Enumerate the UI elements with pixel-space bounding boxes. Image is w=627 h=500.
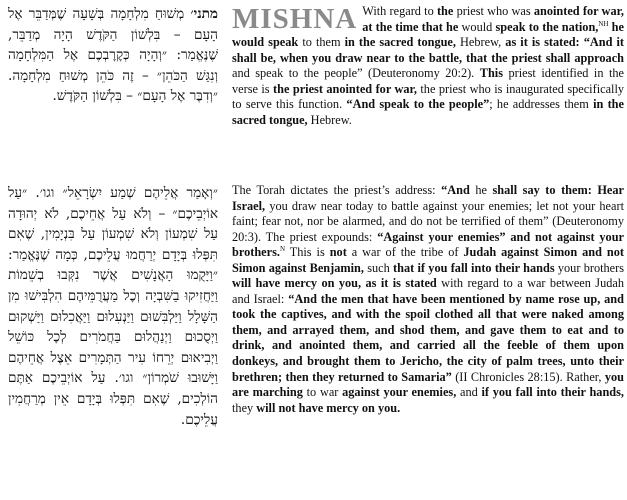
text-segment: a war of the tribe of: [346, 245, 464, 260]
bold-text-segment: in the sacred tongue,: [232, 97, 624, 127]
bold-text-segment: will have mercy on you, as it is stated: [232, 276, 437, 291]
text-segment: Hebrew,: [455, 35, 506, 50]
text-segment: with regard to a war between Judah and Israel:: [232, 276, 624, 306]
bold-text-segment: against your enemies,: [342, 385, 457, 400]
bold-text-segment: “And: [441, 183, 470, 197]
hebrew-mishna-body: מְשׁוּחַ מִלְחָמָה בְּשָׁעָה שֶׁמְּדַבֵּר אֶל הָעָם – בִּלְשׁוֹן הַקֹּדֶשׁ הָיָה מְדַבֵּר, שֶׁנֶּאֱמַר: ״וְהָיָה כְּקׇרׇבְכֶם אֶל הַמִּלְחָמָה וְנִגַּשׁ הַכֹּהֵן״ – זֶה כֹּהֵן מְשׁוּחַ מִלְחָמָה. ״וְדִבֶּר אֶל הָעָם״ – בִּלְשׁוֹן הַקֹּדֶשׁ.: [8, 6, 218, 105]
bold-text-segment: Judah against Simon and not Simon against Benjamin,: [232, 245, 624, 275]
text-segment: ; he addresses them: [489, 97, 594, 112]
bold-text-segment: the: [436, 4, 454, 18]
text-segment: priest who was: [453, 4, 534, 18]
text-segment: (II Chronicles 28:15). Rather,: [451, 369, 605, 384]
bold-text-segment: speak to the nation,: [495, 19, 599, 34]
english-bottom-body: [232, 183, 624, 415]
text-segment: you draw near today to battle against your enemies; let not your heart faint; fear not, nor be alarmed, and do not be terrified of them” (Deuteronomy 20:3). The priest expounds:: [232, 198, 624, 244]
bold-text-segment: shall say to them: Hear Israel,: [232, 183, 624, 213]
bold-text-segment: as it is stated: “And it shall be, when you draw near to the battle, that the priest shall approach: [232, 35, 624, 65]
hebrew-gemara-text: [8, 183, 218, 430]
text-segment: Hebrew.: [307, 112, 352, 127]
note-marker: NH: [598, 19, 609, 28]
mishna-heading: MISHNA: [232, 3, 358, 35]
text-segment: to war: [302, 385, 343, 400]
note-marker: N: [279, 245, 285, 254]
text-segment: priest identified in the verse is: [232, 66, 625, 96]
english-mishna-translation: [232, 4, 624, 128]
bold-text-segment: the priest anointed for war,: [273, 81, 417, 96]
text-segment: they: [232, 400, 257, 415]
bold-text-segment: that if you fall into their hands: [393, 260, 555, 275]
bold-text-segment: if you fall into their hands,: [481, 385, 624, 400]
hebrew-mishna-text: [8, 4, 218, 107]
text-segment: the priest who is inaugurated specifically to serve this function.: [232, 81, 625, 112]
bold-text-segment: he would speak: [232, 19, 624, 50]
bold-text-segment: not: [329, 245, 347, 260]
bold-text-segment: will not have mercy on you.: [256, 400, 401, 415]
bold-text-segment: “And the men that have been mentioned by name rose up, and took the captives, and with the spoil clothed all that were naked among them, and arrayed them, and shod them, and gave them to eat and to drink, and anointed them, and carried all the feeble of them upon donkeys, and brought them to Jericho, the city of palm trees, unto their brethren; then they returned to Samaria”: [232, 291, 624, 384]
bold-text-segment: anointed for war, at the time that he: [362, 4, 624, 34]
bold-text-segment: “And speak to the people”: [346, 97, 490, 112]
text-segment: to them: [298, 35, 345, 50]
english-commentary-translation: [232, 183, 624, 416]
text-segment: and speak to the people” (Deuteronomy 20:2).: [232, 66, 480, 81]
text-segment: he: [469, 183, 493, 197]
text-segment: The Torah dictates the priest’s address:: [232, 183, 442, 197]
bold-text-segment: “Against your enemies” and not against your brothers.: [232, 229, 624, 260]
text-segment: and: [456, 385, 482, 400]
text-segment: With regard to: [362, 4, 437, 18]
bold-text-segment: This: [479, 66, 504, 81]
bold-text-segment: you are marching: [232, 369, 624, 400]
bold-text-segment: in the sacred tongue,: [344, 35, 456, 50]
text-segment: such: [363, 260, 394, 275]
text-segment: would: [458, 19, 496, 34]
mishna-label-hebrew: מתני׳: [190, 6, 218, 22]
hebrew-bottom-body: ״וְאָמַר אֲלֵיהֶם שְׁמַע יִשְׂרָאֵל״ וגו׳. ״עַל אוֹיְבֵיכֶם״ – וְלֹא עַל אֲחֵיכֶם, לֹא יְהוּדָה עַל שִׁמְעוֹן וְלֹא שִׁמְעוֹן עַל בִּנְיָמִין, שֶׁאִם תִּפְּלוּ בְּיָדָם יְרַחֲמוּ עֲלֵיכֶם, כְּמָה שֶׁנֶּאֱמַר: ״וַיָּקֻמוּ הָאֲנָשִׁים אֲשֶׁר נִקְּבוּ בְשֵׁמוֹת וַיַּחֲזִיקוּ בַשִּׁבְיָה וְכׇל מַעֲרֻמֵּיהֶם הִלְבִּישׁוּ מִן הַשָּׁלָל וַיַּלְבִּשׁוּם וַיַּנְעִלוּם וַיַּאֲכִלוּם וַיַּשְׁקוּם וַיְסֻכוּם וַיְנַהֲלוּם בַּחֲמֹרִים לְכׇל כּוֹשֵׁל וַיְבִיאוּם יְרֵחוֹ עִיר הַתְּמָרִים אֵצֶל אֲחֵיהֶם וַיָּשׁוּבוּ שֹׁמְרוֹן״ וגו׳. עַל אוֹיְבֵיכֶם אַתֶּם הוֹלְכִים, שֶׁאִם תִּפְּלוּ בְּיָדָם אֵין מְרַחֲמִין עֲלֵיכֶם.: [8, 185, 218, 428]
text-segment: your brothers: [554, 260, 624, 275]
text-segment: This is: [285, 245, 330, 260]
